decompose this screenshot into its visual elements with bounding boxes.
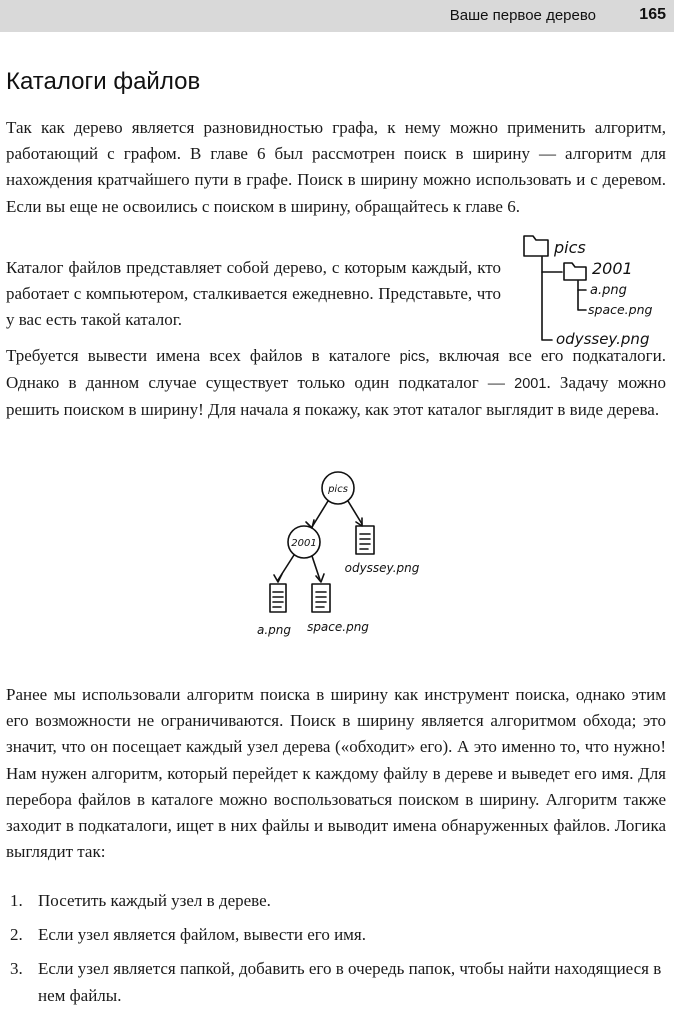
tree-subfolder-label: 2001 bbox=[291, 538, 317, 549]
tree-edge bbox=[312, 501, 328, 527]
directory-listing-sketch bbox=[512, 226, 672, 350]
tree-file-a-label: a.png bbox=[256, 623, 292, 637]
inline-code-pics: pics bbox=[399, 349, 426, 365]
listing-root-label: pics bbox=[554, 238, 586, 257]
list-text: Посетить каждый узел в дереве. bbox=[38, 891, 271, 910]
text-span: , включая все его подкаталоги. Однако в данном случае существует только один подкаталог — bbox=[6, 346, 666, 393]
tree-file-space-label: space.png bbox=[307, 620, 369, 634]
list-item bbox=[6, 888, 666, 914]
list-item bbox=[6, 922, 666, 948]
running-head bbox=[0, 0, 674, 32]
folder-icon bbox=[564, 263, 586, 280]
inline-code-2001: 2001 bbox=[514, 376, 547, 393]
paragraph-traversal: Ранее мы использовали алгоритм поиска в ширину как инструмент поиска, однако этим его возможности не ограничиваются. Поиск в ширину является алгоритмом обхода; это значит, что он посещает каждый узел дерева («обходит» его). А это именно то, что нужно! Нам нужен алгоритм, который перейдет к каждому файлу в дереве и выведет его имя. Для перебора файлов в каталоге можно воспользоваться поиском в ширину. Алгоритм также заходит в подкаталоги, ищет в них файлы и выводит имена обнаруженных файлов. Логика выглядит так: bbox=[6, 685, 666, 862]
listing-file-odyssey: odyssey.png bbox=[556, 330, 650, 348]
paragraph-task bbox=[6, 343, 666, 424]
section-title: Каталоги файлов bbox=[6, 68, 201, 95]
folder-icon bbox=[524, 236, 548, 256]
paragraph-directory: Каталог файлов представляет собой дерево, с которым каждый, кто работает с компьютером, сталкивается ежедневно. Представьте, что у вас есть такой каталог. bbox=[6, 258, 501, 330]
list-text: Если узел является файлом, вывести его имя. bbox=[38, 925, 366, 945]
list-item bbox=[6, 956, 666, 1008]
file-icon-odyssey bbox=[356, 526, 374, 554]
tree-branch-line bbox=[578, 281, 586, 310]
file-icon-a bbox=[270, 584, 286, 612]
tree-file-odyssey-label: odyssey.png bbox=[344, 561, 420, 575]
text-span: . Задачу можно решить поиском в ширину! Для начала я покажу, как этот каталог выглядит в виде дерева. bbox=[6, 373, 666, 420]
directory-tree-diagram bbox=[240, 462, 440, 652]
tree-branch-line bbox=[542, 257, 552, 340]
page-number: 165 bbox=[639, 6, 666, 23]
algorithm-steps bbox=[6, 888, 666, 1017]
listing-file-space: space.png bbox=[588, 302, 653, 317]
paragraph-intro: Так как дерево является разновидностью графа, к нему можно применить алгоритм, работающий с графом. В главе 6 был рассмотрен поиск в ширину — алгоритм для нахождения кратчайшего пути в графе. Поиск в ширину можно использовать и с деревом. Если вы еще не освоились с поиском в ширину, обращайтесь к главе 6. bbox=[6, 118, 666, 216]
list-number: 2. bbox=[10, 925, 23, 945]
tree-edge bbox=[348, 501, 362, 524]
listing-file-a: a.png bbox=[590, 283, 627, 298]
running-head-title: Ваше первое дерево bbox=[449, 7, 596, 24]
file-icon-space bbox=[312, 584, 330, 612]
text-span: Требуется вывести имена всех файлов в каталоге bbox=[6, 346, 400, 365]
list-number: 3. bbox=[10, 959, 23, 979]
list-number: 1. bbox=[10, 891, 23, 910]
list-text: Если узел является папкой, добавить его в очередь папок, чтобы найти находящиеся в нем файлы. bbox=[38, 959, 662, 1005]
listing-subfolder-label: 2001 bbox=[592, 259, 633, 278]
tree-root-label: pics bbox=[328, 484, 348, 495]
arrowhead bbox=[274, 574, 282, 582]
